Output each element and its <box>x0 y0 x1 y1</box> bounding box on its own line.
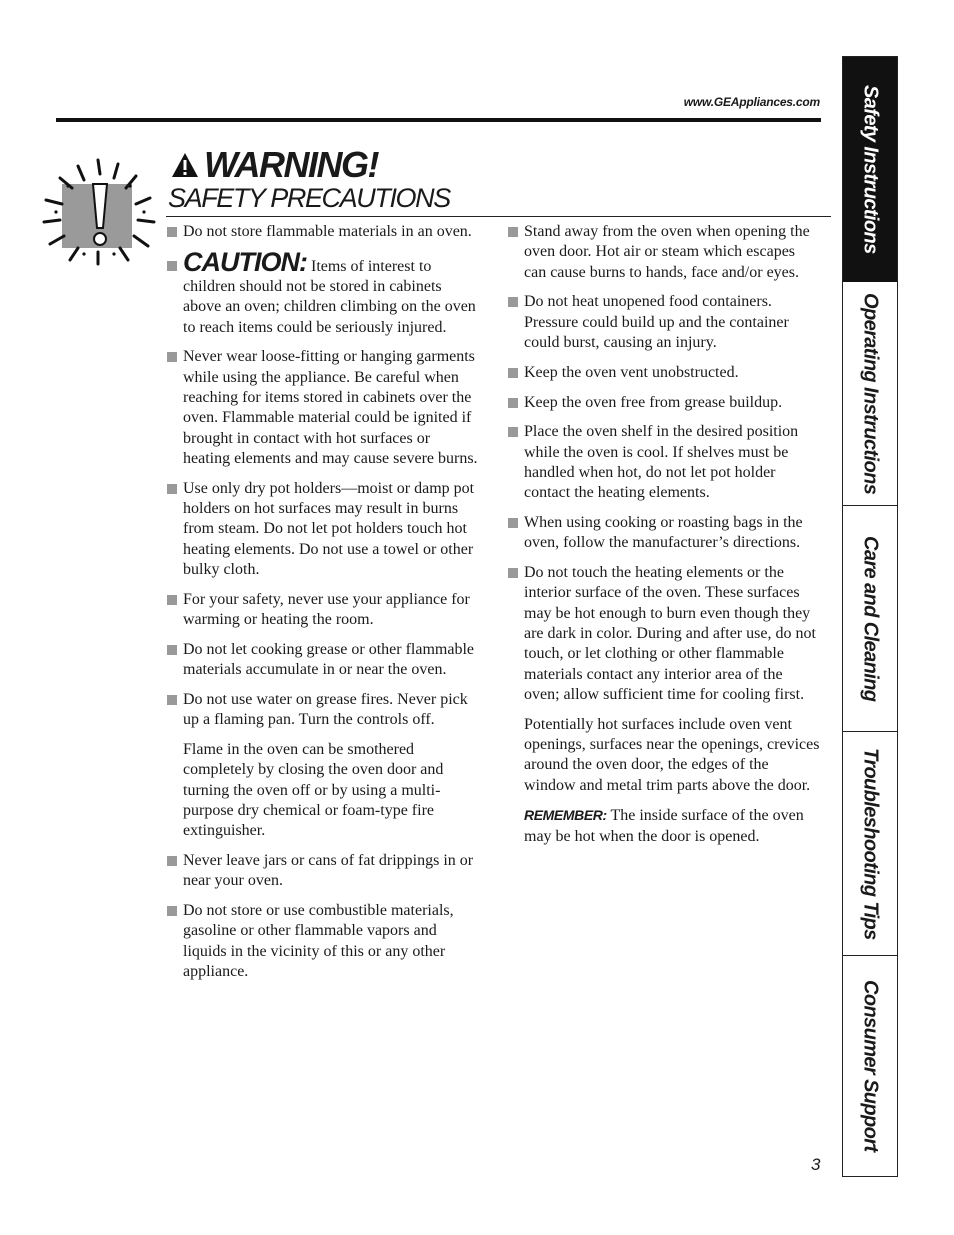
list-item: Place the oven shelf in the desired position while the oven is cool. If shelves must be handled when hot, do not let pot holder contact the heating elements. <box>507 422 821 503</box>
tab-label: Troubleshooting Tips <box>859 747 882 940</box>
tab-operating-instructions[interactable] <box>842 282 898 506</box>
caution-text: Items of interest to children should not be stored in cabinets above an oven; children climbing on the oven to reach items could be seriously injured. <box>183 257 476 336</box>
caution-item <box>166 246 480 338</box>
remember-text: The inside surface of the oven may be hot when the door is opened. <box>524 807 804 845</box>
caution-label: CAUTION: <box>183 246 307 277</box>
list-item: Never wear loose-fitting or hanging garments while using the appliance. Be careful when reaching for items stored in cabinets over the oven. Flammable material could be ignited if brought in contact with hot surfaces or heating elements and may cause severe burns. <box>166 347 480 469</box>
right-column <box>507 222 821 857</box>
left-column <box>166 222 480 992</box>
tab-label: Care and Cleaning <box>859 535 882 702</box>
website-url: www.GEAppliances.com <box>683 95 820 109</box>
list-item: Keep the oven free from grease buildup. <box>507 393 821 413</box>
exclamation-burst-icon <box>40 156 160 268</box>
list-item: Do not let cooking grease or other flammable materials accumulate in or near the oven. <box>166 640 480 681</box>
tab-label: Operating Instructions <box>859 292 882 495</box>
list-item: Keep the oven vent unobstructed. <box>507 363 821 383</box>
safety-precautions-subtitle: SAFETY PRECAUTIONS <box>168 183 450 213</box>
list-item: Stand away from the oven when opening the oven door. Hot air or steam which escapes can cause burns to hands, face and/or eyes. <box>507 222 821 283</box>
warning-triangle-icon <box>170 151 200 179</box>
list-item: Do not touch the heating elements or the interior surface of the oven. These surfaces may be hot enough to burn even though they are dark in color. During and after use, do not touch, or let clothing or other flammable materials contact any interior area of the oven; allow sufficient time for cooling first. <box>507 563 821 705</box>
remember-label: REMEMBER: <box>524 807 607 824</box>
list-item: For your safety, never use your appliance for warming or heating the room. <box>166 590 480 631</box>
list-item: Do not use water on grease fires. Never pick up a flaming pan. Turn the controls off. <box>166 690 480 731</box>
list-item: Do not store flammable materials in an oven. <box>166 222 480 242</box>
list-item: Do not store or use combustible materials, gasoline or other flammable vapors and liquids in the vicinity of this or any other appliance. <box>166 901 480 982</box>
remember-paragraph <box>507 805 821 847</box>
list-item: When using cooking or roasting bags in the oven, follow the manufacturer’s directions. <box>507 513 821 554</box>
warning-title: WARNING! <box>204 144 378 185</box>
hot-surfaces-paragraph: Potentially hot surfaces include oven vent openings, surfaces near the openings, crevices around the oven door, the edges of the window and metal trim parts above the door. <box>524 715 820 794</box>
flame-paragraph: Flame in the oven can be smothered completely by closing the oven door and turning the oven off or by using a multi-purpose dry chemical or foam-type fire extinguisher. <box>183 741 444 840</box>
list-item: Do not heat unopened food containers. Pressure could build up and the container could burst, causing an injury. <box>507 292 821 353</box>
warning-heading <box>170 144 378 186</box>
tab-troubleshooting-tips[interactable] <box>842 732 898 956</box>
tab-label: Consumer Support <box>859 980 882 1152</box>
tab-safety-instructions[interactable] <box>842 56 898 283</box>
title-rule <box>166 216 831 217</box>
tab-care-and-cleaning[interactable] <box>842 506 898 732</box>
section-tabs <box>842 56 897 1177</box>
page-number: 3 <box>811 1155 821 1174</box>
header-rule <box>56 118 821 122</box>
list-item: Use only dry pot holders—moist or damp pot holders on hot surfaces may result in burns from steam. Do not let pot holders touch hot heating elements. Do not use a towel or other bulky cloth. <box>166 479 480 580</box>
list-item: Never leave jars or cans of fat drippings in or near your oven. <box>166 851 480 892</box>
tab-consumer-support[interactable] <box>842 956 898 1177</box>
tab-label: Safety Instructions <box>859 85 882 254</box>
